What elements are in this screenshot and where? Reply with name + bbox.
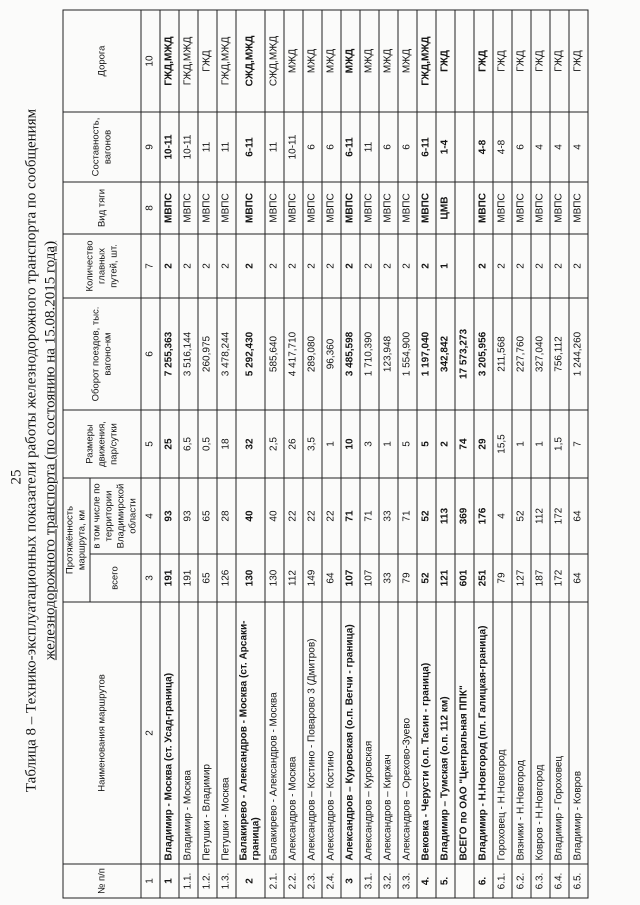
column-index-cell: 8: [141, 182, 160, 234]
table-title: [23, 11, 61, 891]
traction-cell: ЦМВ: [436, 182, 455, 234]
consist-cell: 10-11: [284, 112, 303, 182]
turnover-cell: 1 244,260: [569, 298, 588, 410]
table-row: [360, 10, 379, 898]
length-region-cell: 22: [303, 478, 322, 554]
table-row: [417, 10, 436, 898]
consist-cell: 4: [531, 112, 550, 182]
traffic-cell: 25: [160, 410, 179, 478]
traction-cell: МВПС: [474, 182, 493, 234]
length-total-cell: 191: [160, 554, 179, 602]
header-traffic: Размеры движения, пар/сутки: [63, 410, 141, 478]
tracks-cell: 2: [512, 234, 531, 298]
traction-cell: МВПС: [179, 182, 198, 234]
route-name-cell: Владимир - Н.Новгород (пл. Галицкая-граница): [474, 602, 493, 864]
consist-cell: 10-11: [160, 112, 179, 182]
traffic-cell: 29: [474, 410, 493, 478]
table-row: [284, 10, 303, 898]
traction-cell: МВПС: [379, 182, 398, 234]
length-total-cell: 191: [179, 554, 198, 602]
traffic-cell: 1: [531, 410, 550, 478]
consist-cell: 11: [360, 112, 379, 182]
turnover-cell: 4 417,710: [284, 298, 303, 410]
tracks-cell: 2: [179, 234, 198, 298]
header-length: Протяжённость маршрута, км: [63, 478, 90, 602]
header-traction: Вид тяги: [63, 182, 141, 234]
tracks-cell: 2: [398, 234, 417, 298]
length-total-cell: 172: [550, 554, 569, 602]
route-name-cell: Владимир - Ковров: [569, 602, 588, 864]
table-body: [141, 10, 588, 898]
header-turnover: Оборот поездов, тыс. вагоно-км: [63, 298, 141, 410]
road-cell: ГЖД,МЖД: [417, 10, 436, 112]
tracks-cell: 2: [360, 234, 379, 298]
road-cell: ГЖД: [474, 10, 493, 112]
traction-cell: МВПС: [322, 182, 341, 234]
table-row: [179, 10, 198, 898]
column-index-cell: 6: [141, 298, 160, 410]
row-num-cell: 6.2.: [512, 864, 531, 898]
road-cell: МЖД: [379, 10, 398, 112]
route-name-cell: Александров – Куровская: [360, 602, 379, 864]
table-row: [550, 10, 569, 898]
road-cell: ГЖД: [436, 10, 455, 112]
consist-cell: 6-11: [341, 112, 360, 182]
traction-cell: МВПС: [360, 182, 379, 234]
tracks-cell: 2: [417, 234, 436, 298]
row-num-cell: [455, 864, 474, 898]
length-region-cell: 176: [474, 478, 493, 554]
road-cell: ГЖД,МЖД: [179, 10, 198, 112]
table-row: [512, 10, 531, 898]
column-index-cell: 2: [141, 602, 160, 864]
row-num-cell: 6.1.: [493, 864, 512, 898]
road-cell: ГЖД: [550, 10, 569, 112]
route-name-cell: Александров – Костино - Поварово 3 (Дмитров): [303, 602, 322, 864]
row-num-cell: 1: [160, 864, 179, 898]
length-total-cell: 121: [436, 554, 455, 602]
tracks-cell: 2: [569, 234, 588, 298]
title-line-1: Таблица 8 – Технико-эксплуатационных показатели работы железнодорожного транспорта по сообщениям: [23, 108, 40, 793]
turnover-cell: 3 516,144: [179, 298, 198, 410]
row-num-cell: 6.: [474, 864, 493, 898]
routes-table: [63, 10, 589, 899]
row-num-cell: 5.: [436, 864, 455, 898]
route-name-cell: Владимир - Москва: [179, 602, 198, 864]
road-cell: ГЖД: [531, 10, 550, 112]
column-index-cell: 9: [141, 112, 160, 182]
tracks-cell: 2: [160, 234, 179, 298]
turnover-cell: 1 554,900: [398, 298, 417, 410]
consist-cell: 6: [398, 112, 417, 182]
length-total-cell: 127: [512, 554, 531, 602]
table-row: [236, 10, 265, 898]
tracks-cell: 2: [265, 234, 284, 298]
table-row: [474, 10, 493, 898]
road-cell: МЖД: [322, 10, 341, 112]
turnover-cell: 96,360: [322, 298, 341, 410]
traction-cell: МВПС: [303, 182, 322, 234]
consist-cell: 6: [322, 112, 341, 182]
tracks-cell: 2: [198, 234, 217, 298]
consist-cell: 4: [550, 112, 569, 182]
route-name-cell: Александров – Костино: [322, 602, 341, 864]
length-total-cell: 64: [322, 554, 341, 602]
road-cell: МЖД: [360, 10, 379, 112]
header-consist: Составность, вагонов: [63, 112, 141, 182]
row-num-cell: 6.4.: [550, 864, 569, 898]
tracks-cell: 2: [379, 234, 398, 298]
traffic-cell: 3: [360, 410, 379, 478]
tracks-cell: 2: [236, 234, 265, 298]
turnover-cell: 17 573,273: [455, 298, 474, 410]
consist-cell: 4-8: [474, 112, 493, 182]
table-row: [436, 10, 455, 898]
length-region-cell: 112: [531, 478, 550, 554]
traffic-cell: 15,5: [493, 410, 512, 478]
length-total-cell: 107: [341, 554, 360, 602]
row-num-cell: 3.1.: [360, 864, 379, 898]
traffic-cell: 74: [455, 410, 474, 478]
row-num-cell: 2.1.: [265, 864, 284, 898]
tracks-cell: 2: [531, 234, 550, 298]
tracks-cell: 2: [474, 234, 493, 298]
turnover-cell: 123,948: [379, 298, 398, 410]
length-region-cell: 71: [398, 478, 417, 554]
table-row: [265, 10, 284, 898]
row-num-cell: 1.2.: [198, 864, 217, 898]
route-name-cell: Александров – Куровская (о.п. Вегчи - граница): [341, 602, 360, 864]
length-total-cell: 601: [455, 554, 474, 602]
road-cell: СЖД,МЖД: [265, 10, 284, 112]
road-cell: МЖД: [398, 10, 417, 112]
length-total-cell: 149: [303, 554, 322, 602]
route-name-cell: Гороховец - Н.Новгород: [493, 602, 512, 864]
turnover-cell: 585,640: [265, 298, 284, 410]
length-total-cell: 79: [493, 554, 512, 602]
header-num: № п/п: [63, 864, 141, 898]
traction-cell: МВПС: [236, 182, 265, 234]
traffic-cell: 6,5: [179, 410, 198, 478]
road-cell: ГЖД,МЖД: [217, 10, 236, 112]
road-cell: ГЖД: [569, 10, 588, 112]
traction-cell: МВПС: [512, 182, 531, 234]
traffic-cell: 7: [569, 410, 588, 478]
consist-cell: 11: [217, 112, 236, 182]
column-index-cell: 4: [141, 478, 160, 554]
turnover-cell: 260,975: [198, 298, 217, 410]
route-name-cell: Вековка - Черусти (о.п. Тасин - граница): [417, 602, 436, 864]
route-name-cell: Балакирево - Александров - Москва (ст. Арсаки-граница): [236, 602, 265, 864]
table-row: [217, 10, 236, 898]
length-region-cell: 369: [455, 478, 474, 554]
traction-cell: МВПС: [417, 182, 436, 234]
tracks-cell: [455, 234, 474, 298]
row-num-cell: 2.2.: [284, 864, 303, 898]
length-total-cell: 65: [198, 554, 217, 602]
length-total-cell: 79: [398, 554, 417, 602]
consist-cell: 10-11: [179, 112, 198, 182]
length-region-cell: 22: [322, 478, 341, 554]
length-region-cell: 64: [569, 478, 588, 554]
traffic-cell: 18: [217, 410, 236, 478]
row-num-cell: 1.3.: [217, 864, 236, 898]
road-cell: ГЖД: [493, 10, 512, 112]
consist-cell: [455, 112, 474, 182]
traction-cell: МВПС: [569, 182, 588, 234]
consist-cell: 6: [379, 112, 398, 182]
traffic-cell: 5: [417, 410, 436, 478]
traction-cell: МВПС: [284, 182, 303, 234]
traction-cell: МВПС: [341, 182, 360, 234]
length-region-cell: 172: [550, 478, 569, 554]
tracks-cell: 2: [550, 234, 569, 298]
consist-cell: 6-11: [236, 112, 265, 182]
consist-cell: 6: [303, 112, 322, 182]
tracks-cell: 1: [436, 234, 455, 298]
length-region-cell: 22: [284, 478, 303, 554]
length-region-cell: 28: [217, 478, 236, 554]
tracks-cell: 2: [322, 234, 341, 298]
traffic-cell: 26: [284, 410, 303, 478]
route-name-cell: Балакирево - Александров - Москва: [265, 602, 284, 864]
row-num-cell: 4.: [417, 864, 436, 898]
consist-cell: 4: [569, 112, 588, 182]
traffic-cell: 3,5: [303, 410, 322, 478]
route-name-cell: Петушки - Владимир: [198, 602, 217, 864]
column-index-row: [141, 10, 160, 898]
length-region-cell: 71: [341, 478, 360, 554]
traffic-cell: 2,5: [265, 410, 284, 478]
consist-cell: 6-11: [417, 112, 436, 182]
tracks-cell: 2: [303, 234, 322, 298]
row-num-cell: 3.2.: [379, 864, 398, 898]
length-total-cell: 52: [417, 554, 436, 602]
page-number: 25: [8, 469, 25, 485]
traction-cell: МВПС: [265, 182, 284, 234]
road-cell: МЖД: [341, 10, 360, 112]
length-total-cell: 112: [284, 554, 303, 602]
row-num-cell: 6.3.: [531, 864, 550, 898]
table-row: [341, 10, 360, 898]
table-row: [322, 10, 341, 898]
tracks-cell: 2: [341, 234, 360, 298]
traction-cell: МВПС: [550, 182, 569, 234]
row-num-cell: 3.3.: [398, 864, 417, 898]
traction-cell: МВПС: [398, 182, 417, 234]
tracks-cell: 2: [493, 234, 512, 298]
length-region-cell: 65: [198, 478, 217, 554]
turnover-cell: 3 205,956: [474, 298, 493, 410]
length-region-cell: 52: [512, 478, 531, 554]
consist-cell: 11: [265, 112, 284, 182]
route-name-cell: ВСЕГО по ОАО "Центральная ППК": [455, 602, 474, 864]
road-cell: ГЖД: [198, 10, 217, 112]
turnover-cell: 5 292,430: [236, 298, 265, 410]
length-total-cell: 126: [217, 554, 236, 602]
turnover-cell: 3 485,598: [341, 298, 360, 410]
turnover-cell: 227,760: [512, 298, 531, 410]
consist-cell: 11: [198, 112, 217, 182]
table-row: [303, 10, 322, 898]
length-region-cell: 40: [236, 478, 265, 554]
length-region-cell: 33: [379, 478, 398, 554]
header-tracks: Количество главных путей, шт.: [63, 234, 141, 298]
length-region-cell: 4: [493, 478, 512, 554]
turnover-cell: 327,040: [531, 298, 550, 410]
turnover-cell: 756,112: [550, 298, 569, 410]
consist-cell: 1-4: [436, 112, 455, 182]
header-length-region: в том числе по территории Владимирской области: [90, 478, 141, 554]
row-num-cell: 1.1.: [179, 864, 198, 898]
traffic-cell: 32: [236, 410, 265, 478]
table-row: [455, 10, 474, 898]
traffic-cell: 1: [379, 410, 398, 478]
traction-cell: МВПС: [531, 182, 550, 234]
route-name-cell: Ковров - Н.Новгород: [531, 602, 550, 864]
road-cell: МЖД: [284, 10, 303, 112]
traction-cell: МВПС: [493, 182, 512, 234]
turnover-cell: 1 710,390: [360, 298, 379, 410]
column-index-cell: 1: [141, 864, 160, 898]
length-region-cell: 93: [160, 478, 179, 554]
road-cell: ГЖД: [512, 10, 531, 112]
column-index-cell: 10: [141, 10, 160, 112]
traction-cell: [455, 182, 474, 234]
route-name-cell: Александров - Москва: [284, 602, 303, 864]
table-row: [398, 10, 417, 898]
length-total-cell: 187: [531, 554, 550, 602]
table-row: [198, 10, 217, 898]
traffic-cell: 2: [436, 410, 455, 478]
length-region-cell: 93: [179, 478, 198, 554]
table-row: [531, 10, 550, 898]
route-name-cell: Владимир - Гороховец: [550, 602, 569, 864]
road-cell: ГЖД,МЖД: [160, 10, 179, 112]
turnover-cell: 289,080: [303, 298, 322, 410]
route-name-cell: Александров – Киржач: [379, 602, 398, 864]
traffic-cell: 1: [512, 410, 531, 478]
row-num-cell: 6.5.: [569, 864, 588, 898]
road-cell: МЖД: [303, 10, 322, 112]
turnover-cell: 342,842: [436, 298, 455, 410]
length-total-cell: 130: [265, 554, 284, 602]
table-row: [160, 10, 179, 898]
table-row: [493, 10, 512, 898]
traffic-cell: 1,5: [550, 410, 569, 478]
row-num-cell: 3: [341, 864, 360, 898]
turnover-cell: 7 255,363: [160, 298, 179, 410]
road-cell: СЖД,МЖД: [236, 10, 265, 112]
length-total-cell: 107: [360, 554, 379, 602]
length-region-cell: 71: [360, 478, 379, 554]
turnover-cell: 211,568: [493, 298, 512, 410]
table-row: [569, 10, 588, 898]
column-index-cell: 3: [141, 554, 160, 602]
table-row: [379, 10, 398, 898]
route-name-cell: Вязники - Н.Новгород: [512, 602, 531, 864]
length-region-cell: 52: [417, 478, 436, 554]
length-total-cell: 64: [569, 554, 588, 602]
tracks-cell: 2: [217, 234, 236, 298]
route-name-cell: Александров – Орехово-Зуево: [398, 602, 417, 864]
header-row-1: [63, 10, 90, 898]
column-index-cell: 7: [141, 234, 160, 298]
column-index-cell: 5: [141, 410, 160, 478]
consist-cell: 4-8: [493, 112, 512, 182]
traffic-cell: 0,5: [198, 410, 217, 478]
title-line-2: железнодорожного транспорта (по состоянию на 15.08.2015 года): [42, 240, 59, 661]
rotated-content: [1, 0, 640, 905]
traffic-cell: 5: [398, 410, 417, 478]
length-total-cell: 130: [236, 554, 265, 602]
road-cell: [455, 10, 474, 112]
header-length-total: всего: [90, 554, 141, 602]
row-num-cell: 2.4.: [322, 864, 341, 898]
header-name: Наименования маршрутов: [63, 602, 141, 864]
route-name-cell: Петушки - Москва: [217, 602, 236, 864]
consist-cell: 6: [512, 112, 531, 182]
row-num-cell: 2: [236, 864, 265, 898]
traction-cell: МВПС: [198, 182, 217, 234]
header-road: Дорога: [63, 10, 141, 112]
traction-cell: МВПС: [217, 182, 236, 234]
turnover-cell: 1 197,040: [417, 298, 436, 410]
traction-cell: МВПС: [160, 182, 179, 234]
route-name-cell: Владимир - Москва (ст. Усад-граница): [160, 602, 179, 864]
length-total-cell: 251: [474, 554, 493, 602]
traffic-cell: 1: [322, 410, 341, 478]
length-region-cell: 113: [436, 478, 455, 554]
tracks-cell: 2: [284, 234, 303, 298]
turnover-cell: 3 478,244: [217, 298, 236, 410]
row-num-cell: 2.3.: [303, 864, 322, 898]
route-name-cell: Владимир – Тумская (о.п. 112 км): [436, 602, 455, 864]
length-total-cell: 33: [379, 554, 398, 602]
length-region-cell: 40: [265, 478, 284, 554]
traffic-cell: 10: [341, 410, 360, 478]
